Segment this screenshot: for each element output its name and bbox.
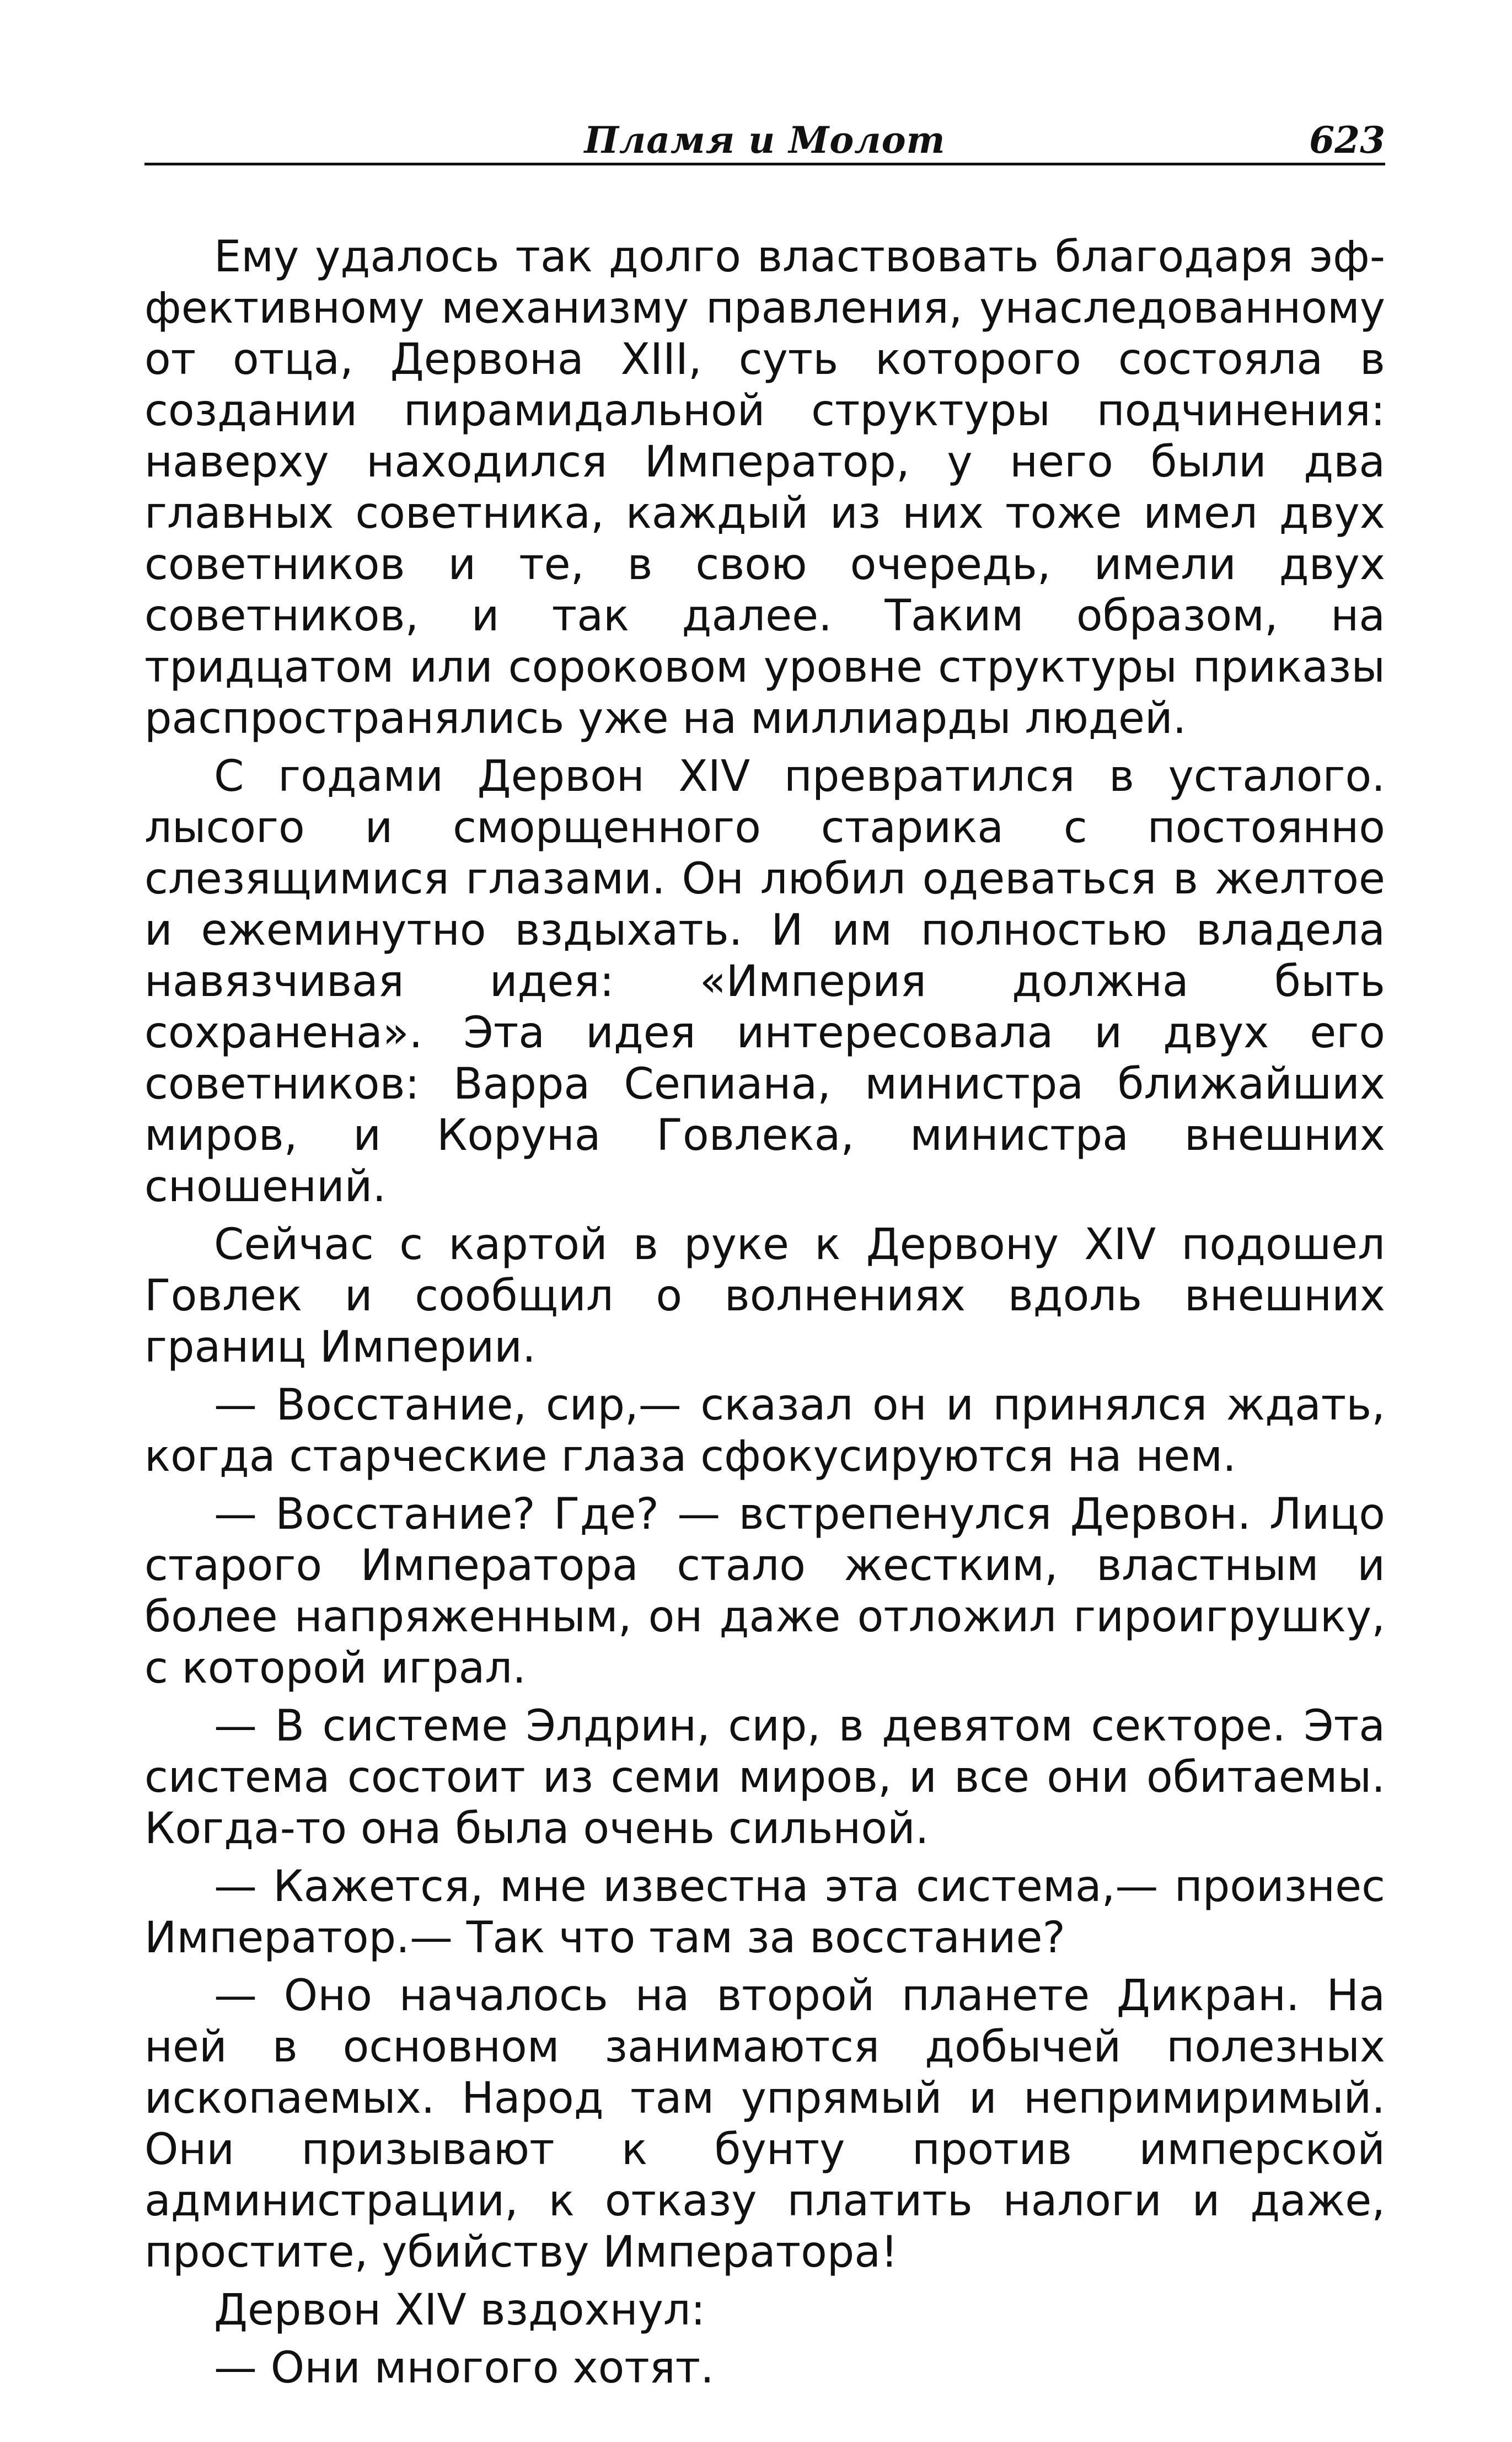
- paragraph-2: С годами Дервон XIV превратился в усталого. лысого и сморщенного старика с постоянно слезящимися глазами. Он любил одеваться в желтое и ежеминутно вздыхать. И им полностью владела навязчивая идея: «Империя должна быть сохранена». Эта идея интересовала и двух его советников: Варра Сепиана, министра ближайших миров, и Коруна Говлека, министра внешних сношений.: [144, 752, 1385, 1212]
- paragraph-10: — Они многого хотят.: [214, 2343, 714, 2393]
- paragraph-3: Сейчас с картой в руке к Дервону XIV подошел Говлек и сообщил о волнениях вдоль внешних границ Империи.: [144, 1220, 1385, 1372]
- running-header: [144, 119, 1385, 165]
- body-text: [144, 232, 1385, 2401]
- paragraph-5: — Восстание? Где? — встрепенулся Дервон. Лицо старого Императора стало жестким, властным и более напряженным, он даже отложил гироигрушку, с которой играл.: [144, 1490, 1385, 1693]
- paragraph-4: — Восстание, сир,— сказал он и принялся ждать, когда старческие глаза сфокусируются на нем.: [144, 1380, 1385, 1481]
- paragraph-1: Ему удалось так долго властвовать благодаря эффективному механизму правления, унаследованному от отца, Дервона XIII, суть которого состояла в создании пирамидальной структуры подчинения: наверху находился Император, у него были два главных советника, каждый из них тоже имел двух советников и те, в свою очередь, имели двух советников, и так далее. Таким образом, на тридцатом или сороковом уровне структуры приказы распространялись уже на миллиарды людей.: [144, 232, 1385, 743]
- paragraph-8: — Оно началось на второй планете Дикран. На ней в основном занимаются добычей полезных ископаемых. Народ там упрямый и непримиримый. Они призывают к бунту против имперской администрации, к отказу платить налоги и даже, простите, убийству Императора!: [144, 1971, 1385, 2277]
- page-number: 623: [1309, 119, 1385, 162]
- paragraph-6: — В системе Элдрин, сир, в девятом секторе. Эта система состоит из семи миров, и все они обитаемы. Когда-то она была очень сильной.: [144, 1701, 1385, 1854]
- running-title: Пламя и Молот: [584, 119, 946, 162]
- paragraph-7: — Кажется, мне известна эта система,— произнес Император.— Так что там за восстание?: [144, 1862, 1385, 1963]
- paragraph-9: Дервон XIV вздохнул:: [214, 2285, 706, 2335]
